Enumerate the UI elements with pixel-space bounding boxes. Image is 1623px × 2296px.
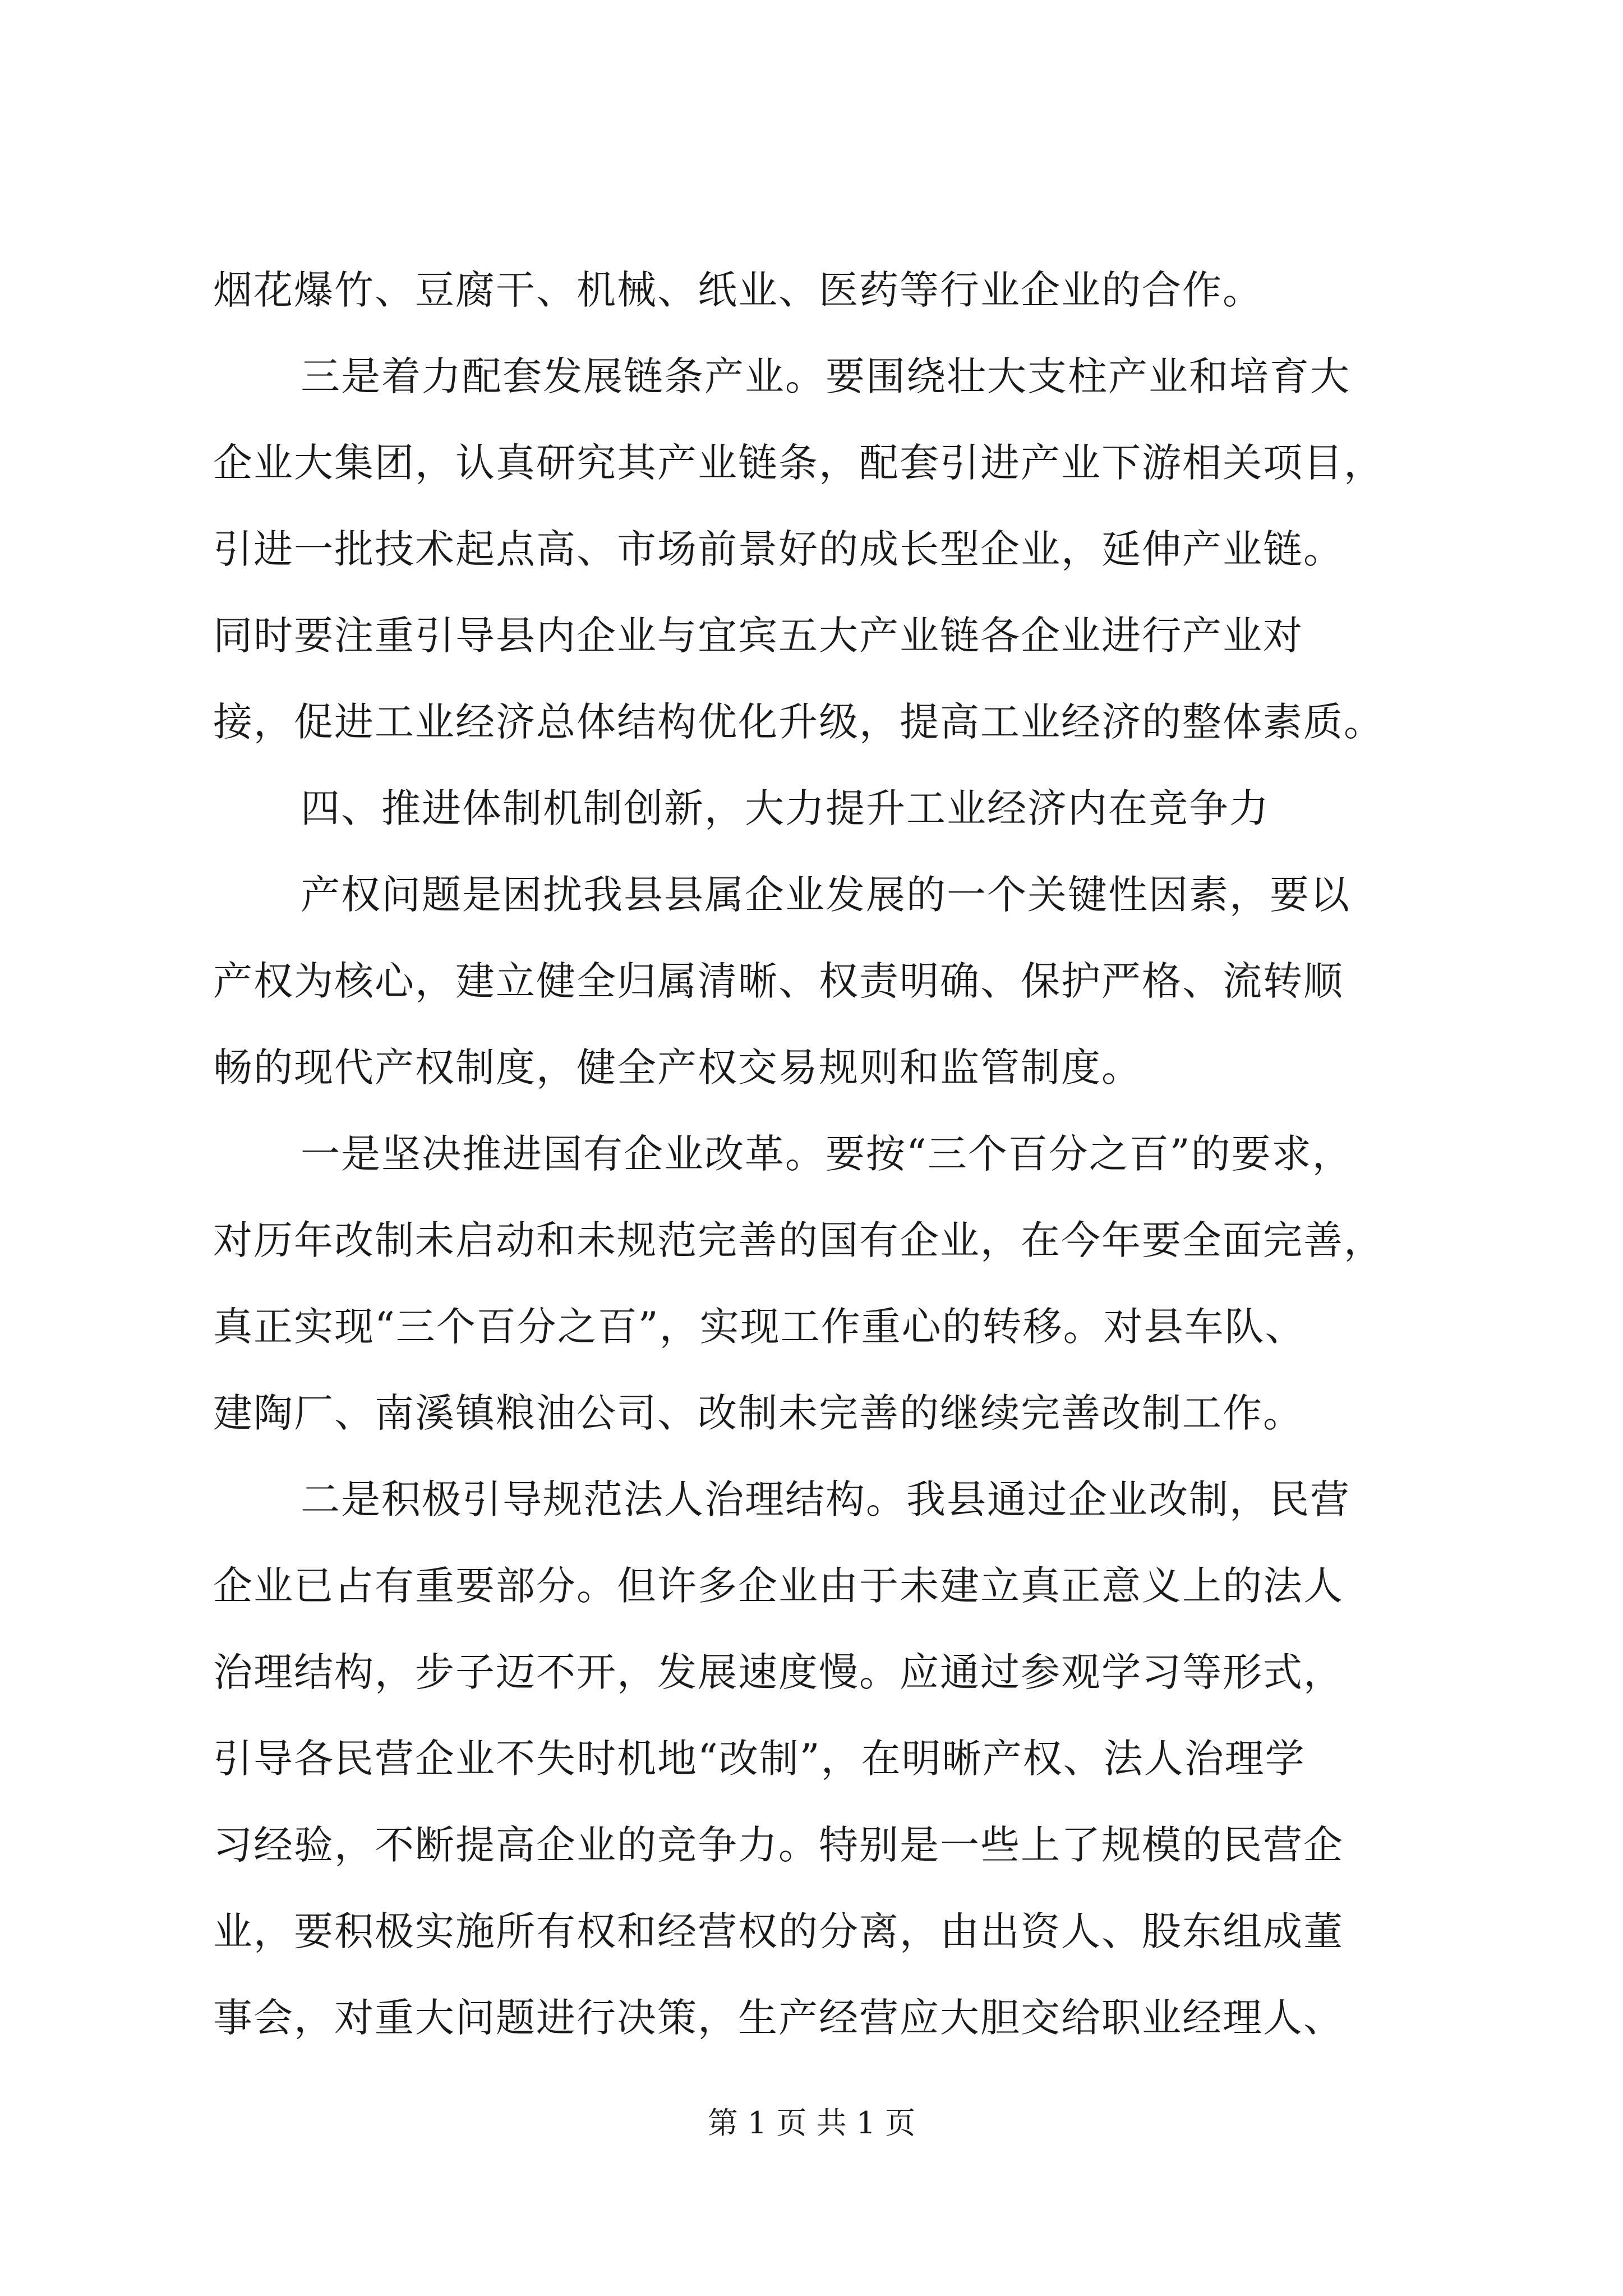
page-number-footer: 第 1 页 共 1 页 [707, 2105, 916, 2141]
text-line: 接，促进工业经济总体结构优化升级，提高工业经济的整体素质。 [213, 699, 1384, 745]
text-line: 对历年改制未启动和未规范完善的国有企业，在今年要全面完善， [213, 1217, 1384, 1263]
text-line: 一是坚决推进国有企业改革。要按“三个百分之百”的要求， [301, 1131, 1353, 1177]
text-line: 企业已占有重要部分。但许多企业由于未建立真正意义上的法人 [213, 1563, 1344, 1609]
text-line: 业，要积极实施所有权和经营权的分离，由出资人、股东组成董 [213, 1908, 1344, 1954]
text-line: 事会，对重大问题进行决策，生产经营应大胆交给职业经理人、 [213, 1995, 1344, 2041]
text-line: 产权为核心，建立健全归属清晰、权责明确、保护严格、流转顺 [213, 958, 1344, 1004]
text-line: 二是积极引导规范法人治理结构。我县通过企业改制，民营 [301, 1476, 1350, 1522]
text-line: 建陶厂、南溪镇粮油公司、改制未完善的继续完善改制工作。 [213, 1390, 1303, 1436]
document-body [213, 247, 1419, 2061]
section-heading: 四、推进体制机制创新，大力提升工业经济内在竞争力 [301, 785, 1270, 831]
text-line: 烟花爆竹、豆腐干、机械、纸业、医药等行业企业的合作。 [213, 267, 1263, 313]
text-line: 三是着力配套发展链条产业。要围绕壮大支柱产业和培育大 [301, 353, 1350, 399]
text-line: 产权问题是困扰我县县属企业发展的一个关键性因素，要以 [301, 872, 1350, 918]
text-line: 企业大集团，认真研究其产业链条，配套引进产业下游相关项目， [213, 440, 1384, 486]
text-line: 真正实现“三个百分之百”，实现工作重心的转移。对县车队、 [213, 1304, 1306, 1350]
text-line: 习经验，不断提高企业的竞争力。特别是一些上了规模的民营企 [213, 1822, 1344, 1868]
text-line: 治理结构，步子迈不开，发展速度慢。应通过参观学习等形式， [213, 1649, 1344, 1695]
text-line: 引进一批技术起点高、市场前景好的成长型企业，延伸产业链。 [213, 526, 1344, 572]
text-line: 同时要注重引导县内企业与宜宾五大产业链各企业进行产业对 [213, 613, 1303, 659]
text-line: 引导各民营企业不失时机地“改制”，在明晰产权、法人治理学 [213, 1736, 1306, 1782]
text-line: 畅的现代产权制度，健全产权交易规则和监管制度。 [213, 1045, 1142, 1091]
